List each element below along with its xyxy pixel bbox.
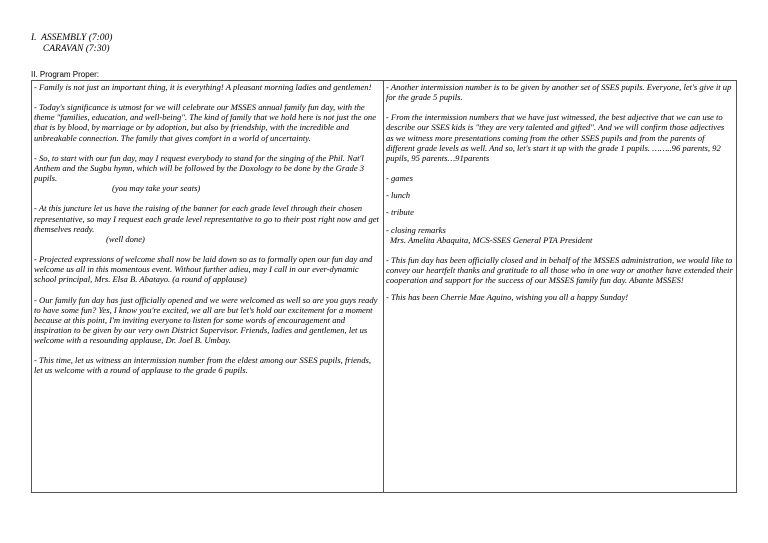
closing-remarks-label: - closing remarks — [386, 224, 446, 235]
banner-note: (well done) — [106, 233, 145, 244]
paragraph-banner — [34, 203, 381, 244]
table-row — [32, 81, 737, 493]
anthem-text: - So, to start with our fun day, may I request everybody to stand for the singing of the Phil. Nat'l Anthem and the Sugbu hymn, which will be followed by the Doxology to be done by the Grade 3 pupils. — [34, 152, 365, 184]
paragraph-signoff: - This has been Cherrie Mae Aquino, wishing you all a happy Sunday! — [386, 292, 629, 303]
paragraph-supervisor: - Our family fun day has just officially opened and we were welcomed as well so are you guys ready to have some fun? Yes, I know you're excited, we all are but let's hold our excitement for a moment because at this point, I'm inviting everyone to listen for some words of encouragement and inspiration to be given by our very own District Supervisor. Friends, ladies and gentlemen, let us welcome with a resounding applause, Dr. Joel B. Umbay. — [34, 294, 378, 346]
item-tribute: - tribute — [386, 207, 414, 218]
anthem-note: (you may take your seats) — [112, 183, 201, 194]
section-title: II. Program Proper: — [31, 70, 100, 79]
assembly-heading: I. ASSEMBLY (7:00) — [31, 33, 113, 43]
paragraph-grade5: - Another intermission number is to be given by another set of SSES pupils. Everyone, let's give it up for the grade 5 pupils. — [386, 82, 732, 103]
paragraph-anthem — [34, 153, 381, 194]
caravan-heading: CARAVAN (7:30) — [31, 44, 110, 54]
left-column-cell — [32, 81, 384, 493]
item-games: - games — [386, 173, 413, 184]
banner-text: - At this juncture let us have the raising of the banner for each grade level through their chosen representative, so may I request each grade level representative to go to their post right now and get themselves ready. — [34, 203, 379, 234]
right-column-cell — [384, 81, 737, 493]
paragraph-intermission: - From the intermission numbers that we have just witnessed, the best adjective that we can use to describe our SSES kids is "they are very talented and gifted". And we will confirm those adjectives as we witness more presentations coming from the other SSES pupils and from the parents of different grade levels as well. And so, let's start it up with the grade 1 pupils. ……..96 parents, 92 pupils, 95 parents…91parents — [386, 112, 725, 163]
closing-remarks-speaker: Mrs. Amelita Abaquita, MCS-SSES General PTA President — [390, 234, 593, 245]
item-lunch: - lunch — [386, 190, 411, 201]
paragraph-welcome: - Projected expressions of welcome shall now be laid down so as to formally open our fun day and welcome us all in this momentous event. Without further adieu, may I call in our ever-dynamic school principal, Mrs. Elsa B. Abatayo. (a round of applause) — [34, 254, 373, 285]
paragraph-opening: - Family is not just an important thing, it is everything! A pleasant morning ladies and gentlemen! — [34, 82, 372, 92]
paragraph-grade6: - This time, let us witness an intermission number from the eldest among our SSES pupils, friends, let us welcome with a round of applause to the grade 6 pupils. — [34, 355, 371, 376]
paragraph-significance: - Today's significance is utmost for we will celebrate our MSSES annual family fun day, with the theme "families, education, and well-being". The kind of family that we hold here is not just the one that is by blood, by marriage or by adoption, but also by friendship, with the incredible and unbreakable connection. The family that gives comfort in a world of uncertainty. — [34, 102, 377, 143]
program-table — [31, 80, 737, 493]
paragraph-thanks: - This fun day has been officially closed and in behalf of the MSSES administration, we would like to convey our heartfelt thanks and gratitude to all those who in one way or another have extended their cooperation and support for the success of our MSSES family fun day. Abante MSSES! — [386, 254, 733, 286]
item-closing-remarks — [386, 225, 734, 245]
